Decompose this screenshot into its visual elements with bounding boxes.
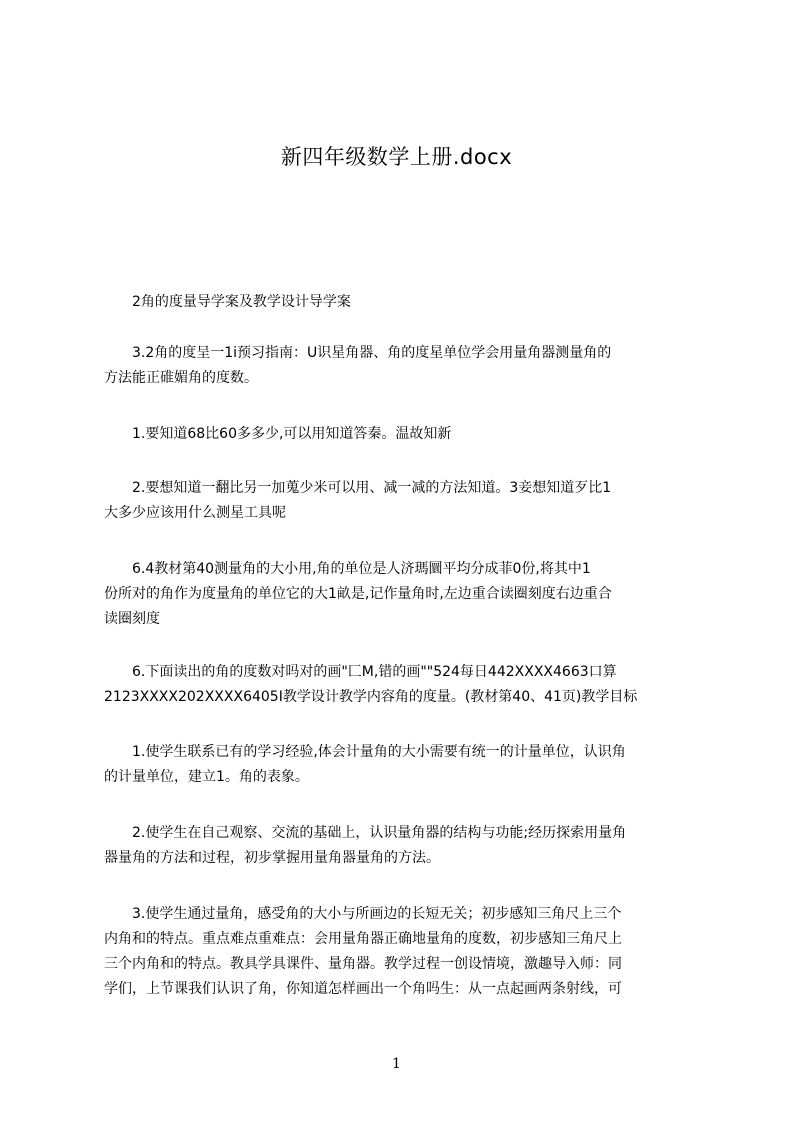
paragraph-lesson-heading	[104, 290, 696, 315]
text-line: 三个内角和的特点。教具学具课件、量角器。教学过程一创设情境，激趣导入师：同	[104, 956, 622, 972]
paragraph-angle-unit	[104, 557, 696, 632]
text-line: 内角和的特点。重点难点重难点：会用量角器正确地量角的度数，初步感知三角尺上	[104, 931, 622, 947]
text-line: 学们，上节课我们认识了角，你知道怎样画出一个角吗生：从一点起画两条射线，可	[104, 981, 622, 997]
document-title: 新四年级数学上册.docx	[280, 145, 513, 169]
text-line: 2.使学生在自己观察、交流的基础上，认识量角器的结构与功能;经历探索用量角	[104, 825, 627, 841]
text-line: 2角的度量导学案及教学设计导学案	[104, 294, 351, 310]
text-line: 6.下面读出的角的度数对吗对的画"匚M,错的画""524每日442XXXX4663口算	[104, 664, 617, 680]
text-line: 1.要知道68比60多多少,可以用知道答秦。温故知新	[104, 426, 452, 442]
paragraph-review-question-2	[104, 476, 696, 526]
text-line: 1.使学生联系已有的学习经验,体会计量角的大小需要有统一的计量单位，认识角	[104, 744, 626, 760]
paragraph-review-question-1	[104, 422, 696, 447]
text-line: 读圈刻度	[104, 611, 160, 627]
text-line: 方法能正碓媚角的度数。	[104, 370, 258, 386]
text-line: 的计量单位，建立1。角的表象。	[104, 769, 309, 785]
paragraph-goal-1	[104, 740, 696, 790]
text-line: 大多少应该用什么测星工具呢	[104, 505, 286, 521]
text-line: 3.使学生通过量角，感受角的大小与所画边的长短无关；初步感知三角尺上三个	[104, 906, 622, 922]
text-line: 6.4教材第40测量角的大小用,角的单位是人济瑪圜平均分成菲0份,将其中1	[104, 561, 591, 577]
paragraph-preview-guide	[104, 341, 696, 391]
paragraph-exercise-and-goals	[104, 660, 696, 710]
text-line: 3.2角的度呈一1i预习指南：U识星角器、角的度星单位学会用量角器测量角的	[104, 345, 612, 361]
paragraph-goal-2	[104, 821, 696, 871]
paragraph-goal-3	[104, 902, 696, 1002]
text-line: 2.要想知道一翻比另一加蒐少米可以用、减一减的方法知道。3妾想知道歹比1	[104, 480, 612, 496]
text-line: 份所对的角作为度量角的单位它的大1畝是,记作量角时,左边重合读圈刻度右边重合	[104, 586, 612, 602]
text-line: 器量角的方法和过程，初步掌握用量角器量角的方法。	[104, 850, 440, 866]
page-number: 1	[392, 1056, 401, 1072]
text-line: 2123XXXX202XXXX6405I教学设计教学内容角的度量。(教材第40、41页)教学目标	[104, 689, 638, 705]
